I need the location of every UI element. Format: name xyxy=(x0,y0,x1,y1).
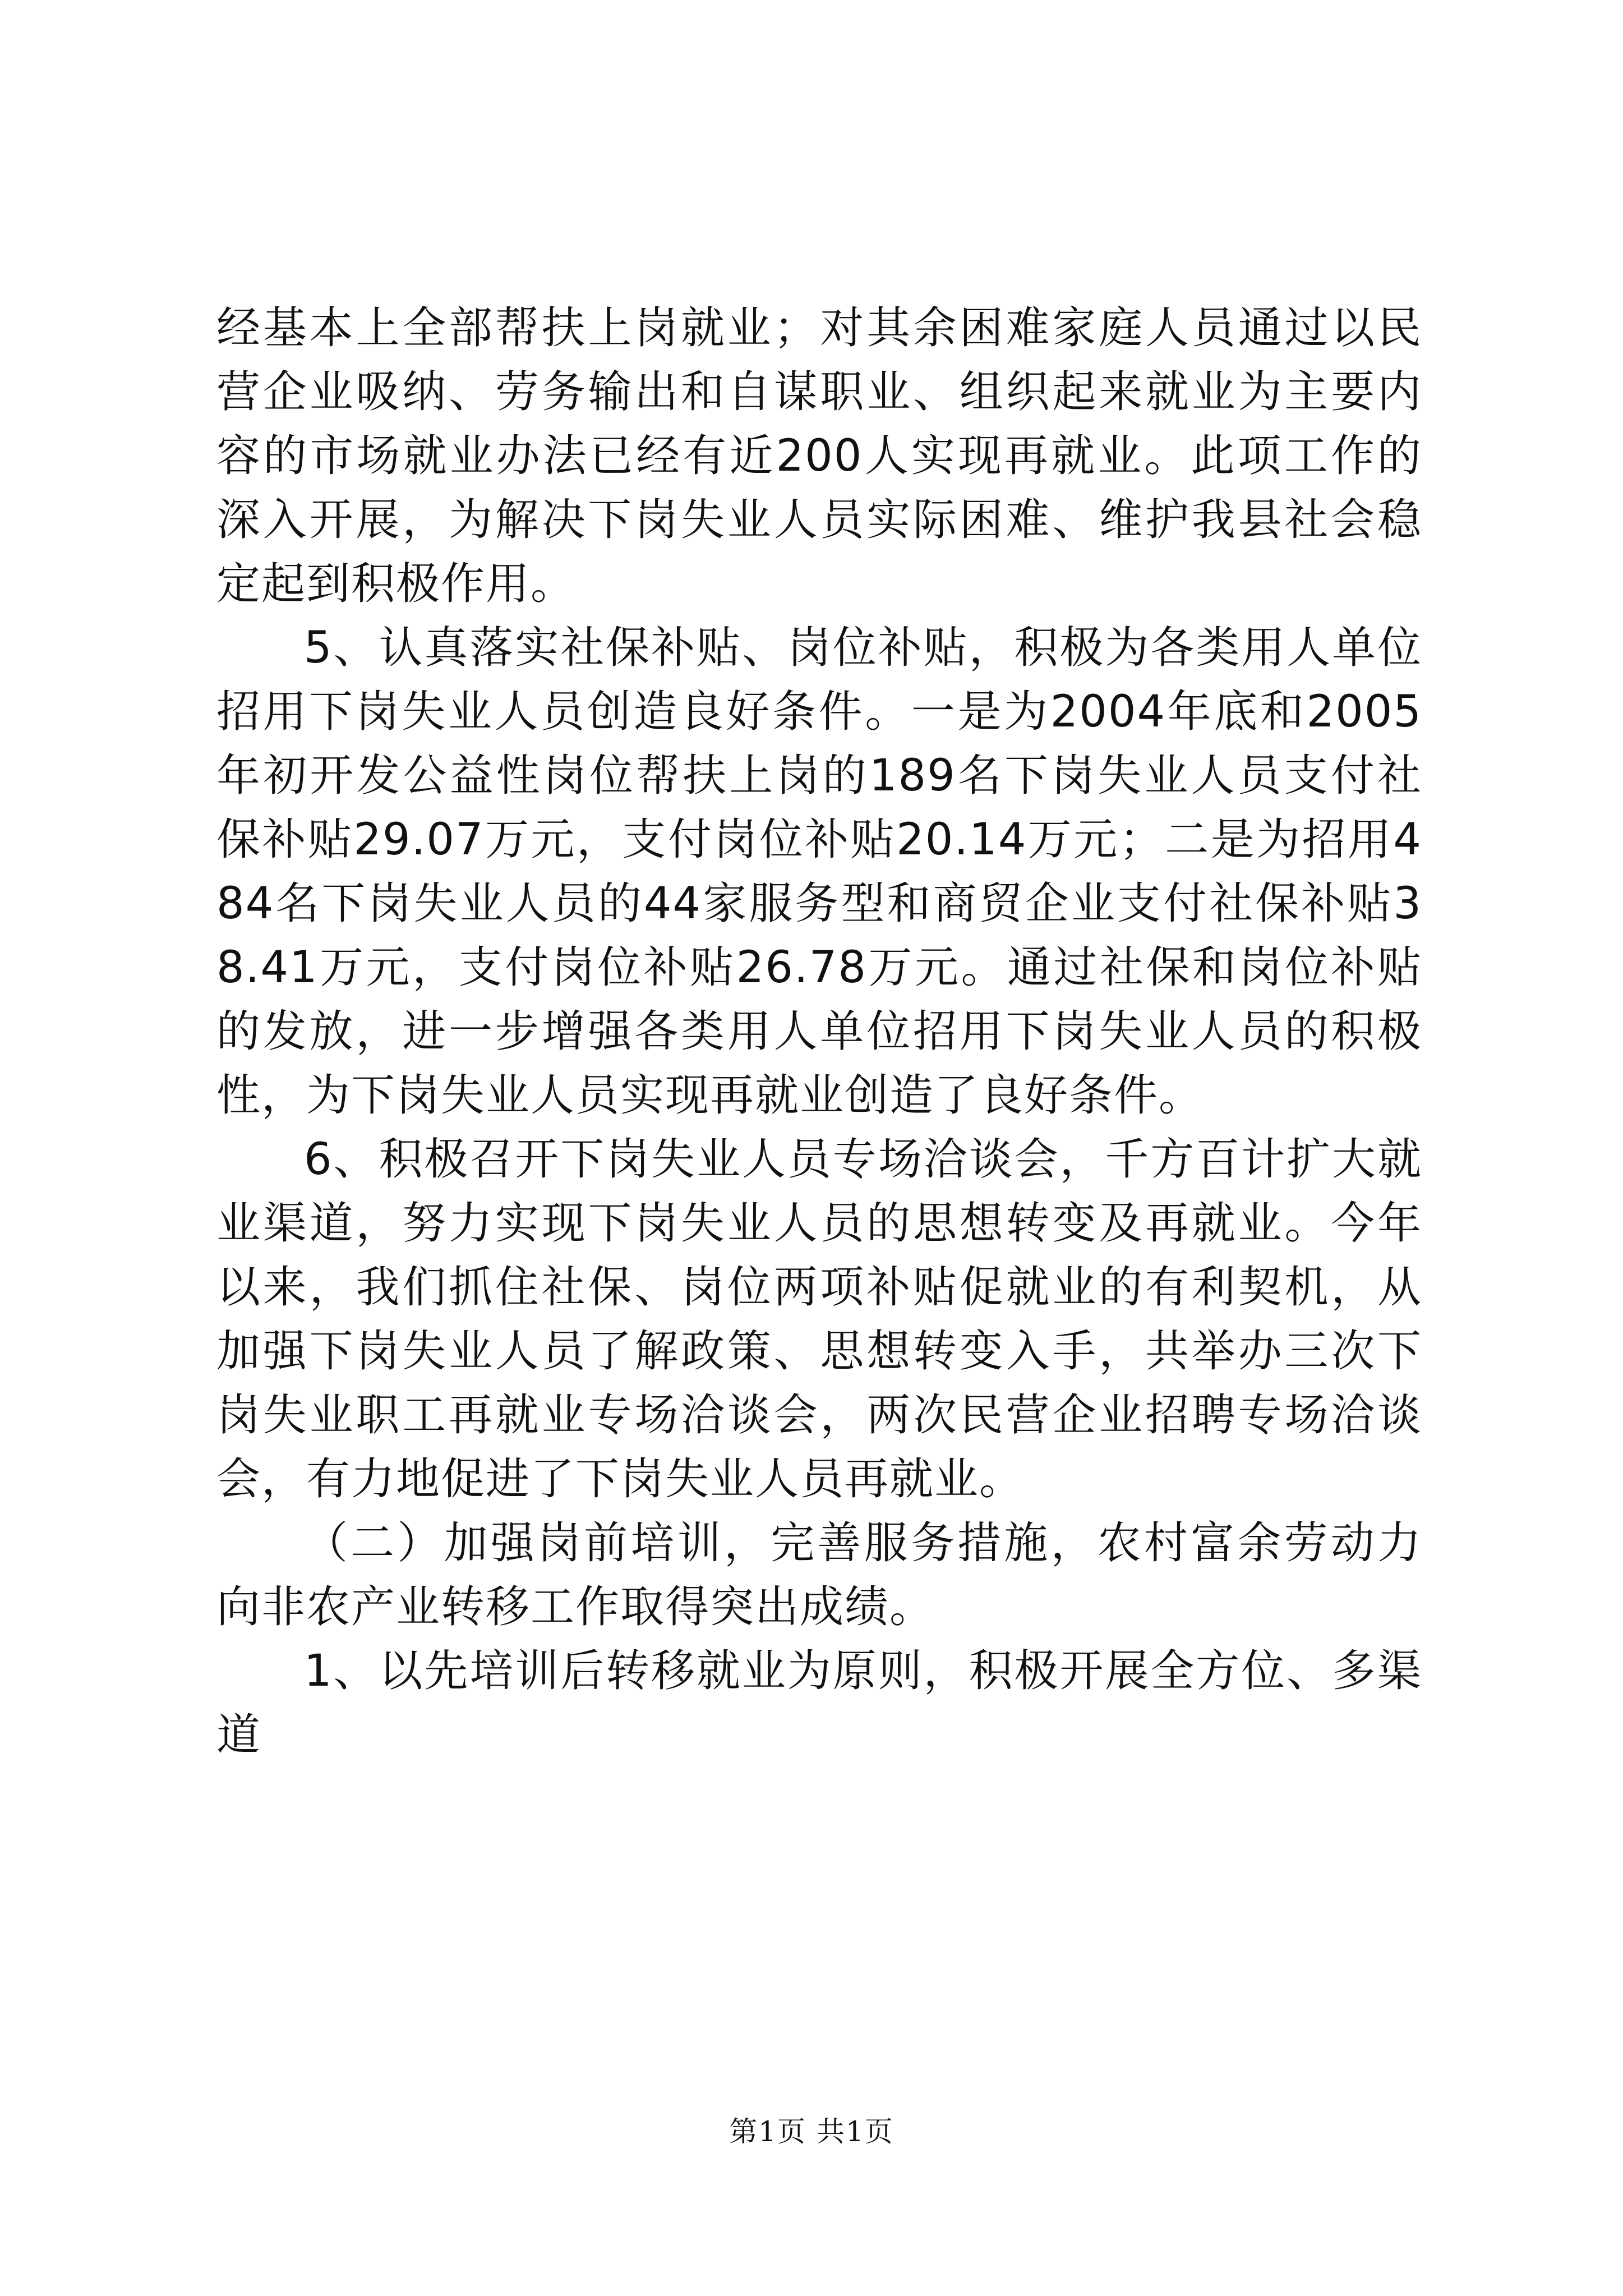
document-body xyxy=(216,296,1422,1767)
paragraph-continuation: 经基本上全部帮扶上岗就业；对其余困难家庭人员通过以民营企业吸纳、劳务输出和自谋职业、组织起来就业为主要内容的市场就业办法已经有近200人实现再就业。此项工作的深入开展，为解决下岗失业人员实际困难、维护我县社会稳定起到积极作用。 xyxy=(216,303,1422,609)
page-number-footer: 第1页 共1页 xyxy=(729,2115,894,2148)
paragraph-item-6: 6、积极召开下岗失业人员专场洽谈会，千方百计扩大就业渠道，努力实现下岗失业人员的思想转变及再就业。今年以来，我们抓住社保、岗位两项补贴促就业的有利契机，从加强下岗失业人员了解政策、思想转变入手，共举办三次下岗失业职工再就业专场洽谈会，两次民营企业招聘专场洽谈会，有力地促进了下岗失业人员再就业。 xyxy=(216,1134,1422,1504)
paragraph-section-2-heading: （二）加强岗前培训，完善服务措施，农村富余劳动力向非农产业转移工作取得突出成绩。 xyxy=(216,1518,1422,1632)
paragraph-item-1: 1、以先培训后转移就业为原则，积极开展全方位、多渠道 xyxy=(216,1646,1422,1760)
paragraph-item-5: 5、认真落实社保补贴、岗位补贴，积极为各类用人单位招用下岗失业人员创造良好条件。一是为2004年底和2005年初开发公益性岗位帮扶上岗的189名下岗失业人员支付社保补贴29.07万元，支付岗位补贴20.14万元；二是为招用484名下岗失业人员的44家服务型和商贸企业支付社保补贴38.41万元，支付岗位补贴26.78万元。通过社保和岗位补贴的发放，进一步增强各类用人单位招用下岗失业人员的积极性，为下岗失业人员实现再就业创造了良好条件。 xyxy=(216,623,1422,1121)
